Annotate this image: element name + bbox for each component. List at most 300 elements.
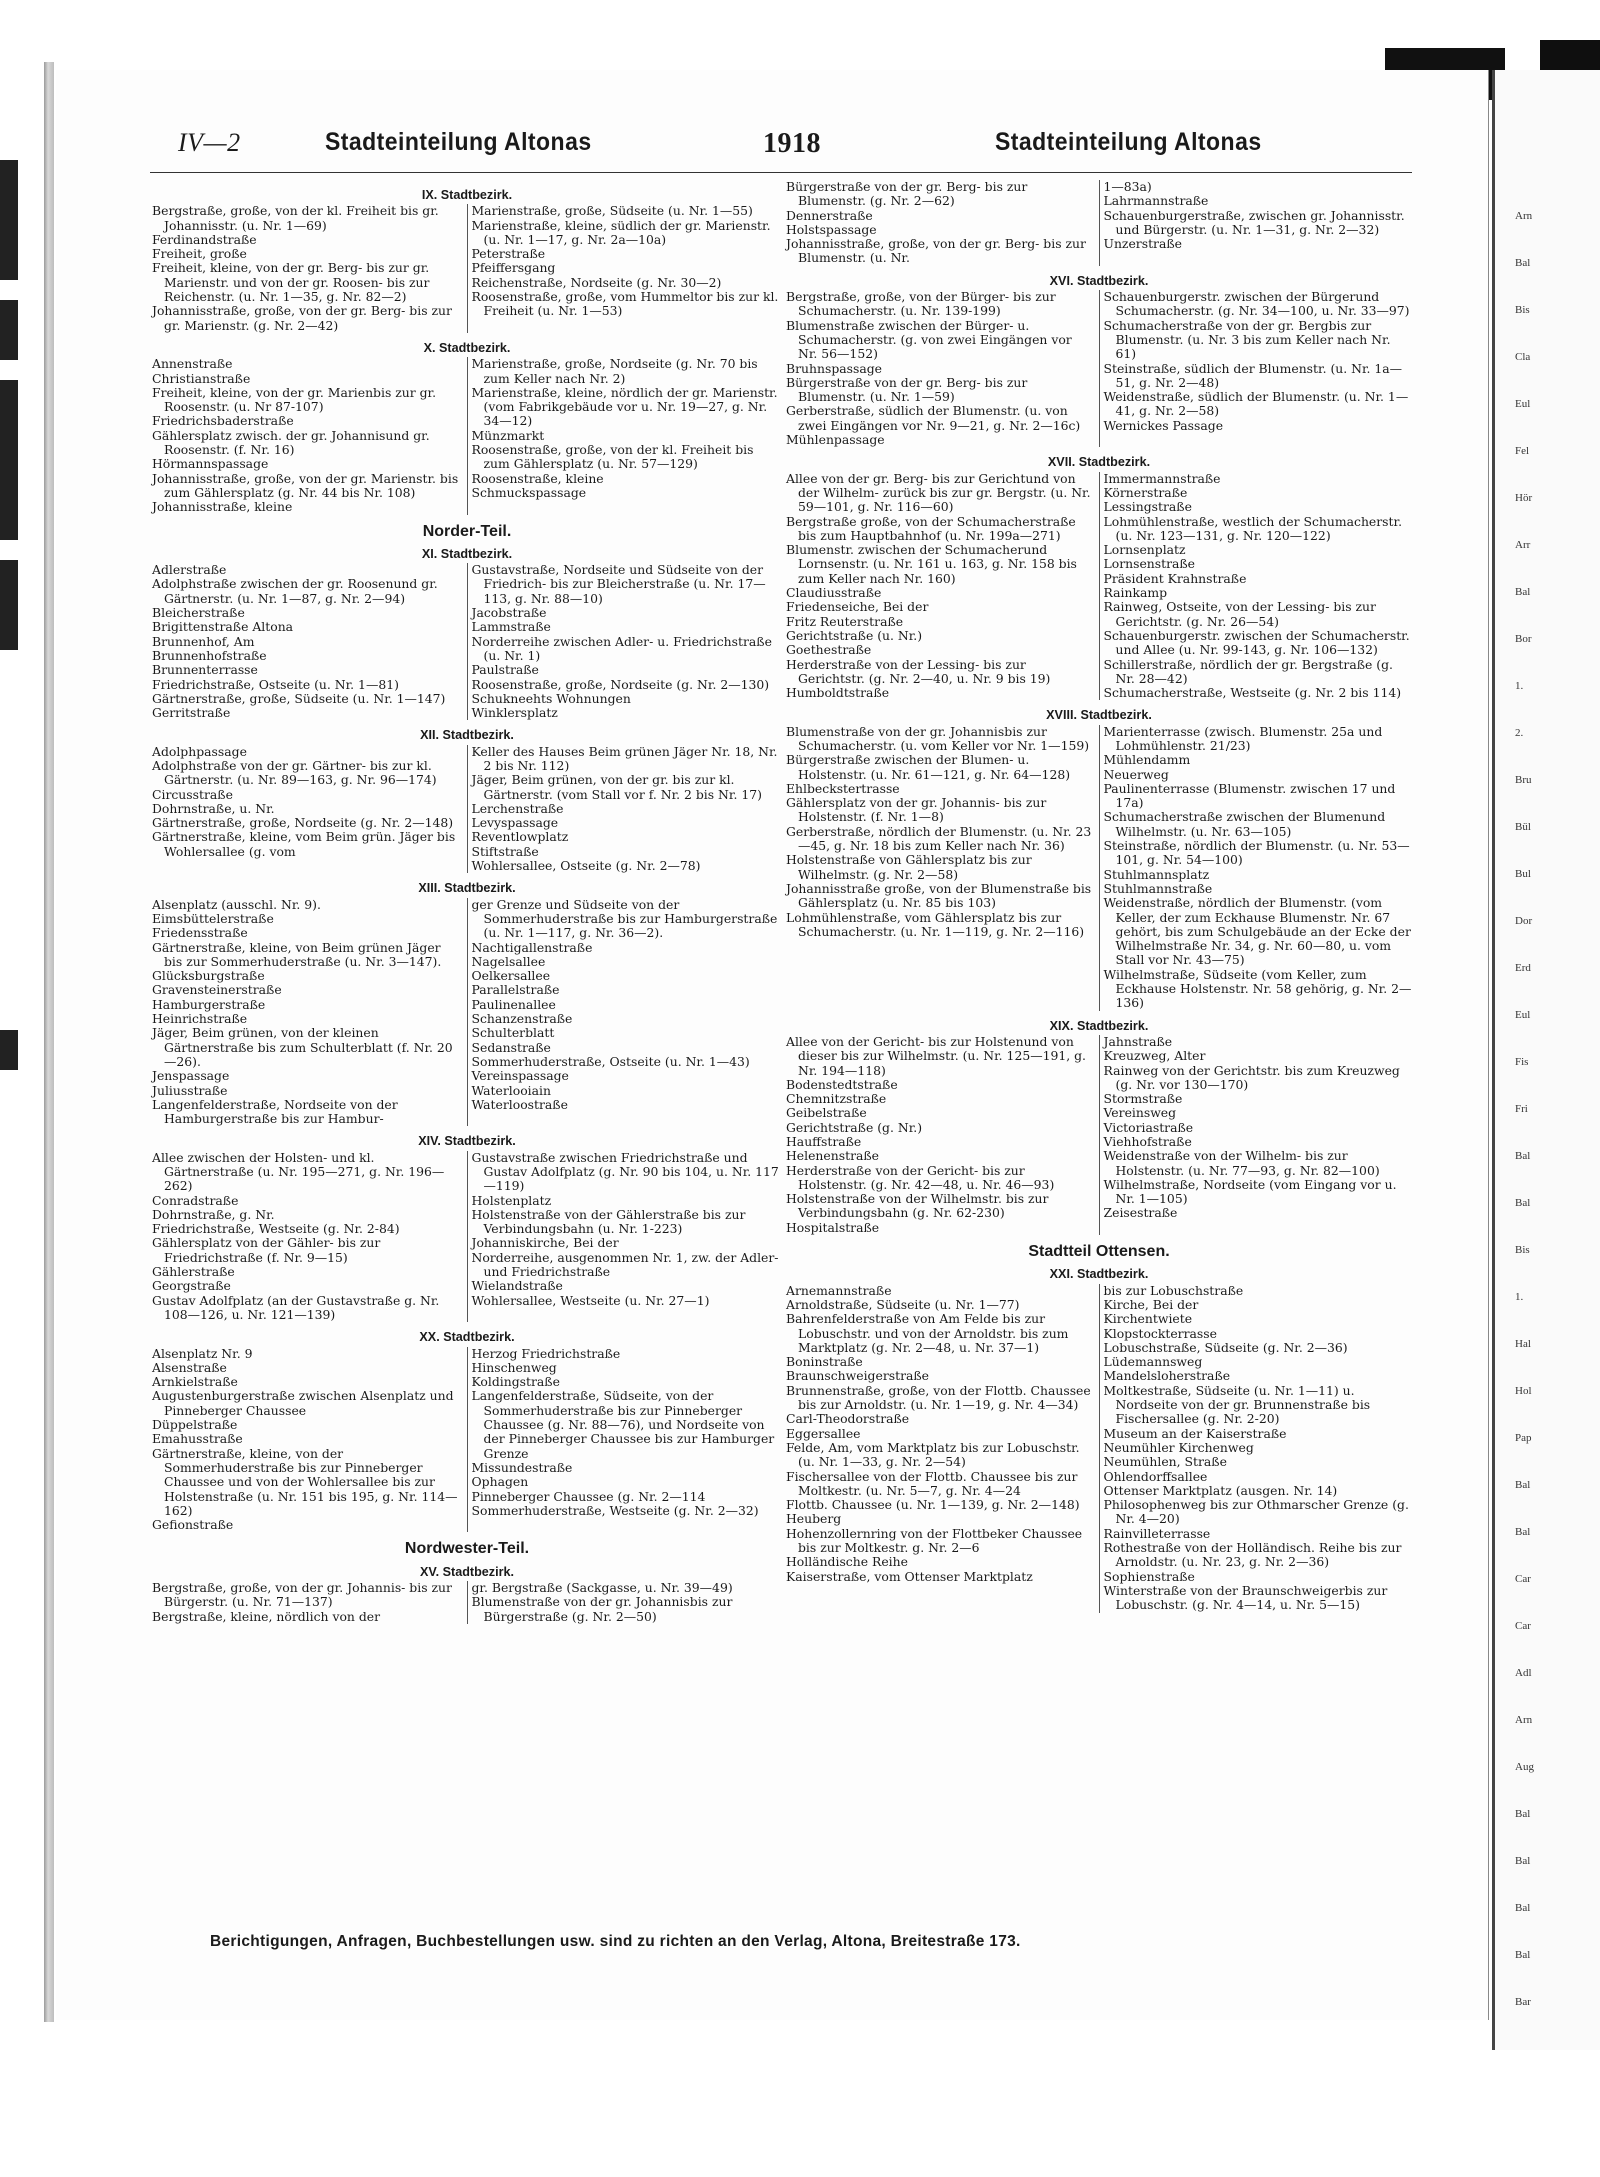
street-entry: Lobuschstraße, Südseite (g. Nr. 2—36) <box>1103 1339 1348 1355</box>
street-entry: Jäger, Beim grünen, von der kleinen Gärtnerstraße bis zum Schulterblatt (f. Nr. 20—26). <box>152 1025 453 1069</box>
street-entry: Glücksburgstraße <box>152 968 265 984</box>
street-list-left <box>152 563 468 720</box>
street-entry: Victoriastraße <box>1103 1119 1194 1135</box>
street-entry: Neumühlen, Straße <box>1103 1454 1227 1470</box>
street-list-right <box>468 1347 783 1533</box>
street-entry: Stuhlmannsplatz <box>1103 866 1210 882</box>
street-entry: Schillerstraße, nördlich der gr. Bergstraße (g. Nr. 28—42) <box>1103 656 1393 686</box>
street-entry: Schulterblatt <box>471 1025 555 1041</box>
street-entry: Körnerstraße <box>1103 484 1188 500</box>
street-entry: Weidenstraße von der Wilhelm- bis zur Holstenstr. (u. Nr. 77—93, g. Nr. 82—100) <box>1103 1148 1380 1178</box>
street-entry: Augustenburgerstraße zwischen Alsenplatz und Pinneberger Chaussee <box>152 1388 454 1418</box>
facing-page-fragment: Eul <box>1515 1009 1531 1021</box>
street-entry: Johannisstraße, große, von der gr. Marienstr. bis zum Gählersplatz (g. Nr. 44 bis Nr. 108) <box>152 470 459 500</box>
street-entry: Roosenstraße, große, von der kl. Freiheit bis zum Gählersplatz (u. Nr. 57—129) <box>471 442 754 472</box>
facing-page-fragment: Bal <box>1515 1902 1531 1914</box>
street-entry: Bodenstedtstraße <box>786 1076 898 1092</box>
street-entry: Bergstraße, große, von der kl. Freiheit bis gr. Johannisstr. (u. Nr. 1—69) <box>152 203 439 233</box>
street-entry: Marienstraße, große, Nordseite (g. Nr. 70 bis zum Keller nach Nr. 2) <box>471 356 758 386</box>
district-heading: XIII. Stadtbezirk. <box>418 881 516 896</box>
street-list <box>152 563 782 720</box>
street-entry: Immermannstraße <box>1103 470 1221 486</box>
street-entry: Marienstraße, kleine, südlich der gr. Marienstr. (u. Nr. 1—17, g. Nr. 2a—10a) <box>471 217 771 247</box>
street-entry: Stiftstraße <box>471 843 539 859</box>
street-list <box>152 357 782 514</box>
facing-page-fragment: Bal <box>1515 1197 1531 1209</box>
street-entry: Museum an der Kaiserstraße <box>1103 1425 1287 1441</box>
street-entry: Goethestraße <box>786 642 872 658</box>
street-list-left <box>152 1151 468 1323</box>
street-entry: Jahnstraße <box>1103 1033 1173 1049</box>
street-entry: Präsident Krahnstraße <box>1103 570 1247 586</box>
street-entry: Bürgerstraße von der gr. Berg- bis zur Blumenstr. (g. Nr. 2—62) <box>786 179 1028 209</box>
street-entry: Schumacherstraße, Westseite (g. Nr. 2 bis 114) <box>1103 685 1402 701</box>
street-entry: Norderreihe zwischen Adler- u. Friedrichstraße (u. Nr. 1) <box>471 633 772 663</box>
street-entry: Hörmannspassage <box>152 456 269 472</box>
street-entry: Bergstraße, große, von der Bürger- bis zur Schumacherstr. (u. Nr. 139-199) <box>786 289 1056 319</box>
street-entry: Bürgerstraße zwischen der Blumen- u. Holstenstr. (u. Nr. 61—121, g. Nr. 64—128) <box>786 752 1071 782</box>
facing-page-fragment: Bor <box>1515 633 1532 645</box>
street-entry: Sommerhuderstraße, Westseite (g. Nr. 2—32) <box>471 1502 759 1518</box>
street-list-left <box>152 898 468 1127</box>
street-entry: Münzmarkt <box>471 427 545 443</box>
street-entry: Steinstraße, nördlich der Blumenstr. (u. Nr. 53—101, g. Nr. 54—100) <box>1103 838 1410 868</box>
street-entry: Eggersallee <box>786 1425 861 1441</box>
street-list-left <box>786 472 1100 701</box>
street-entry: Freiheit, kleine, von der gr. Marienbis zur gr. Roosenstr. (u. Nr 87-107) <box>152 384 437 415</box>
street-entry: Herderstraße von der Lessing- bis zur Gerichtstr. (g. Nr. 2—40, u. Nr. 9 bis 19) <box>786 656 1051 686</box>
street-entry: Waterlooiain <box>471 1082 551 1098</box>
street-entry: Rainweg, Ostseite, von der Lessing- bis zur Gerichtstr. (g. Nr. 26—54) <box>1103 599 1376 629</box>
street-entry: Zeisestraße <box>1103 1205 1178 1221</box>
street-list <box>786 1035 1412 1235</box>
part-heading: Stadtteil Ottensen. <box>1028 1243 1170 1261</box>
street-entry: Heinrichstraße <box>152 1011 248 1027</box>
street-entry: Chemnitzstraße <box>786 1091 887 1107</box>
street-entry: Brunnenhofstraße <box>152 647 267 663</box>
street-entry: Jenspassage <box>152 1068 230 1084</box>
facing-page-fragment: Arr <box>1515 539 1531 551</box>
facing-page-fragment: Dor <box>1515 915 1533 927</box>
street-entry: Johannisstraße, kleine <box>152 499 293 515</box>
street-list-right <box>1100 290 1413 447</box>
street-list <box>152 898 782 1127</box>
street-entry: Dohrnstraße, u. Nr. <box>152 800 275 816</box>
district-heading: XVI. Stadtbezirk. <box>1049 273 1149 288</box>
street-entry: Johannisstraße große, von der Blumenstraße bis Gählersplatz (u. Nr. 85 bis 103) <box>786 880 1092 911</box>
street-entry: Lerchenstraße <box>471 800 564 816</box>
running-title-left: Stadteinteilung Altonas <box>325 128 592 156</box>
street-entry: Brunnenhof, Am <box>152 633 255 649</box>
street-entry: Friedrichstraße, Westseite (g. Nr. 2-84) <box>152 1221 400 1237</box>
street-entry: Alsenplatz (ausschl. Nr. 9). <box>152 896 321 912</box>
street-entry: Annenstraße <box>152 356 233 372</box>
street-entry: Dohrnstraße, g. Nr. <box>152 1206 275 1222</box>
street-entry: Heuberg <box>786 1511 842 1527</box>
street-entry: Brunnenstraße, große, von der Flottb. Chaussee bis zur Arnoldstr. (u. Nr. 1—19, g. Nr. 4—34) <box>786 1382 1091 1413</box>
street-entry: Sophienstraße <box>1103 1568 1195 1584</box>
street-entry: Mühlendamm <box>1103 752 1191 768</box>
facing-page-fragment: Bul <box>1515 868 1531 880</box>
street-entry: Rainvilleterrasse <box>1103 1525 1211 1541</box>
street-entry: Gustavstraße, Nordseite und Südseite von der Friedrich- bis zur Bleicherstraße (u. Nr. 17—113, g. Nr. 88—10) <box>471 562 766 606</box>
street-entry: Roosenstraße, große, Nordseite (g. Nr. 2—130) <box>471 676 770 692</box>
street-entry: Claudiusstraße <box>786 585 882 601</box>
street-entry: Wilhelmstraße, Nordseite (vom Eingang vor u. Nr. 1—105) <box>1103 1176 1397 1207</box>
street-entry: Arnemannstraße <box>786 1282 892 1298</box>
street-list <box>786 472 1412 701</box>
facing-page-fragment: Hal <box>1515 1338 1531 1350</box>
street-entry: Pinneberger Chaussee (g. Nr. 2—114 <box>471 1488 706 1504</box>
street-entry: Schumacherstraße zwischen der Blumenund Wilhelmstr. (u. Nr. 63—105) <box>1103 809 1386 839</box>
street-entry: Holstenstraße von Gählersplatz bis zur Wilhelmstr. (g. Nr. 2—58) <box>786 852 1032 882</box>
street-entry: Bergstraße große, von der Schumacherstraße bis zum Hauptbahnhof (u. Nr. 199a—271) <box>786 513 1076 543</box>
facing-page-fragment: Arn <box>1515 1714 1533 1726</box>
district-heading: XII. Stadtbezirk. <box>420 728 514 743</box>
street-entry: Schumacherstraße von der gr. Bergbis zur Blumenstr. (u. Nr. 3 bis zum Keller nach Nr. 61) <box>1103 317 1391 362</box>
street-entry: Allee zwischen der Holsten- und kl. Gärtnerstraße (u. Nr. 195—271, g. Nr. 196—262) <box>152 1149 445 1194</box>
street-entry: Ottenser Marktplatz (ausgen. Nr. 14) <box>1103 1482 1338 1498</box>
street-entry: Langenfelderstraße, Nordseite von der Hamburgerstraße bis zur Hambur- <box>152 1096 398 1127</box>
street-entry: 1—83a) <box>1103 179 1152 194</box>
page-number: IV—2 <box>178 128 241 157</box>
facing-page-fragment: Bal <box>1515 257 1531 269</box>
facing-page-fragment: Bül <box>1515 821 1531 833</box>
street-entry: Fischersallee von der Flottb. Chaussee bis zur Moltkestr. (u. Nr. 5—7, g. Nr. 4—24 <box>786 1468 1078 1498</box>
street-entry: Paulstraße <box>471 662 539 678</box>
left-column <box>152 180 782 1624</box>
district-heading: XX. Stadtbezirk. <box>419 1330 515 1345</box>
street-entry: Reventlowplatz <box>471 829 569 845</box>
street-entry: Herderstraße von der Gericht- bis zur Holstenstr. (g. Nr. 42—48, u. Nr. 46—93) <box>786 1162 1055 1192</box>
street-entry: Ferdinandstraße <box>152 231 257 247</box>
street-entry: Nachtigallenstraße <box>471 939 593 955</box>
street-entry: Holstenstraße von der Wilhelmstr. bis zur Verbindungsbahn (g. Nr. 62-230) <box>786 1191 1049 1221</box>
street-entry: Ehlbeckstertrasse <box>786 780 900 796</box>
street-entry: Circusstraße <box>152 786 233 802</box>
facing-page-fragment: Bal <box>1515 1479 1531 1491</box>
street-entry: Philosophenweg bis zur Othmarscher Grenze (g. Nr. 4—20) <box>1103 1497 1409 1527</box>
street-entry: Kaiserstraße, vom Ottenser Marktplatz <box>786 1568 1033 1584</box>
street-list-right <box>468 563 783 720</box>
street-entry: Wernickes Passage <box>1103 417 1224 433</box>
facing-page-fragment: Bal <box>1515 1855 1531 1867</box>
street-entry: Levyspassage <box>471 815 559 831</box>
district-heading: XI. Stadtbezirk. <box>421 546 513 561</box>
page-stack-edge <box>44 62 54 2022</box>
street-entry: Johannisstraße, große, von der gr. Berg- bis zur gr. Marienstr. (g. Nr. 2—42) <box>152 303 452 333</box>
street-entry: Arnoldstraße, Südseite (u. Nr. 1—77) <box>786 1296 1020 1312</box>
street-entry: Friedensstraße <box>152 925 248 941</box>
street-list-left <box>786 1035 1100 1235</box>
facing-page-fragment: Cla <box>1515 351 1531 363</box>
street-entry: Christianstraße <box>152 370 251 386</box>
street-entry: Ohlendorffsallee <box>1103 1468 1208 1484</box>
street-entry: Weidenstraße, nördlich der Blumenstr. (vom Keller, der zum Eckhause Blumenstr. Nr. 67 gehört, bis zum Schulgebäude an der Ecke der Wilhelmstraße Nr. 34, g. Nr. 60—80, u. vom Stall vor Nr. 43—75) <box>1103 895 1411 968</box>
street-entry: Johannisstraße, große, von der gr. Berg- bis zur Blumenstr. (u. Nr. <box>786 236 1086 266</box>
street-entry: Bergstraße, große, von der gr. Johannis- bis zur Bürgerstr. (u. Nr. 71—137) <box>152 1580 452 1610</box>
street-list <box>786 290 1412 447</box>
street-entry: Hamburgerstraße <box>152 996 266 1012</box>
street-list <box>786 1284 1412 1613</box>
street-entry: Lornsenstraße <box>1103 556 1196 572</box>
street-entry: Langenfelderstraße, Südseite, von der Sommerhuderstraße bis zur Pinneberger Chaussee (g. Nr. 88—76), und Nordseite von der Pinneberger Chaussee bis zur Hamburger Grenze <box>471 1388 775 1461</box>
street-entry: Marienterrasse (zwisch. Blumenstr. 25a und Lohmühlenstr. 21/23) <box>1103 723 1383 753</box>
facing-page-fragment: Bru <box>1515 774 1532 786</box>
street-entry: Fritz Reuterstraße <box>786 613 904 629</box>
street-list <box>786 725 1412 1011</box>
street-entry: Braunschweigerstraße <box>786 1368 930 1384</box>
street-entry: Adolphstraße von der gr. Gärtner- bis zur kl. Gärtnerstr. (u. Nr. 89—163, g. Nr. 96—174) <box>152 757 437 788</box>
street-list-left <box>152 1581 468 1624</box>
street-entry: Neumühler Kirchenweg <box>1103 1439 1254 1455</box>
facing-page-fragment: Fel <box>1515 445 1530 457</box>
street-list-right <box>1100 725 1413 1011</box>
street-list-left <box>152 204 468 333</box>
street-entry: Geibelstraße <box>786 1105 867 1121</box>
street-entry: Bürgerstraße von der gr. Berg- bis zur Blumenstr. (u. Nr. 1—59) <box>786 374 1028 405</box>
street-entry: Hohenzollernring von der Flottbeker Chaussee bis zur Moltkestr. g. Nr. 2—6 <box>786 1525 1083 1556</box>
facing-page-fragment: Bal <box>1515 586 1531 598</box>
street-entry: Bahrenfelderstraße von Am Felde bis zur Lobuschstr. und von der Arnoldstr. bis zum Marktplatz (g. Nr. 2—48, u. Nr. 37—1) <box>786 1311 1069 1355</box>
street-entry: Lahrmannstraße <box>1103 193 1209 209</box>
street-entry: Norderreihe, ausgenommen Nr. 1, zw. der Adler- und Friedrichstraße <box>471 1249 779 1280</box>
street-list-left <box>152 1347 468 1533</box>
street-entry: gr. Bergstraße (Sackgasse, u. Nr. 39—49) <box>471 1580 733 1596</box>
street-entry: Gerritstraße <box>152 705 231 721</box>
street-entry: Wielandstraße <box>471 1278 563 1294</box>
street-list-left <box>786 725 1100 1011</box>
street-entry: Viehhofstraße <box>1103 1134 1192 1149</box>
street-entry: Gustavstraße zwischen Friedrichstraße und Gustav Adolfplatz (g. Nr. 90 bis 104, u. Nr. 117—119) <box>471 1149 779 1194</box>
street-entry: Alsenstraße <box>152 1359 227 1375</box>
street-entry: Adlerstraße <box>152 562 227 578</box>
street-entry: Unzerstraße <box>1103 236 1182 252</box>
right-column <box>786 180 1412 1613</box>
street-entry: Winterstraße von der Braunschweigerbis zur Lobuschstr. (g. Nr. 4—14, u. Nr. 5—15) <box>1103 1582 1388 1613</box>
facing-page <box>1492 70 1600 2050</box>
street-entry: Hospitalstraße <box>786 1219 880 1235</box>
facing-page-fragment: Hör <box>1515 492 1533 504</box>
street-list-right <box>468 1581 783 1624</box>
street-entry: Gählersplatz von der gr. Johannis- bis zur Holstenstr. (f. Nr. 1—8) <box>786 795 1047 825</box>
street-entry: Winklersplatz <box>471 705 558 721</box>
street-list-left <box>152 745 468 874</box>
street-entry: Moltkestraße, Südseite (u. Nr. 1—11) u. Nordseite von der gr. Brunnenstraße bis Fischersallee (g. Nr. 2-20) <box>1103 1382 1371 1427</box>
street-entry: Roosenstraße, große, vom Hummeltor bis zur kl. Freiheit (u. Nr. 1—53) <box>471 289 779 319</box>
facing-page-fragment: 1. <box>1515 1291 1524 1303</box>
street-entry: Freiheit, große <box>152 246 247 262</box>
street-entry: Friedenseiche, Bei der <box>786 599 929 615</box>
street-entry: Lüdemannsweg <box>1103 1354 1203 1370</box>
street-entry: Schauenburgerstr. zwischen der Bürgerund Schumacherstr. (g. Nr. 34—100, u. Nr. 33—97) <box>1103 289 1410 319</box>
facing-page-fragment: Hol <box>1515 1385 1532 1397</box>
street-entry: Blumenstraße von der gr. Johannisbis zur Bürgerstraße (g. Nr. 2—50) <box>471 1594 733 1624</box>
street-entry: Freiheit, kleine, von der gr. Berg- bis zur gr. Marienstr. und von der gr. Roosen- bis zur Reichenstr. (u. Nr. 1—35, g. Nr. 82—2) <box>152 260 430 305</box>
binding-edge-text <box>0 130 22 1330</box>
street-entry: ger Grenze und Südseite von der Sommerhuderstraße bis zur Hamburgerstraße (u. Nr. 1—117, g. Nr. 36—2). <box>471 896 778 941</box>
street-entry: Sedanstraße <box>471 1039 551 1055</box>
district-heading: XXI. Stadtbezirk. <box>1049 1267 1149 1282</box>
street-entry: Eimsbüttelerstraße <box>152 910 274 926</box>
street-list-left <box>786 180 1100 266</box>
street-entry: Allee von der Gericht- bis zur Holstenund von dieser bis zur Wilhelmstr. (u. Nr. 125—191, g. Nr. 194—118) <box>786 1033 1086 1078</box>
facing-page-fragment: Bal <box>1515 1150 1531 1162</box>
street-entry: Pfeiffersgang <box>471 260 556 276</box>
street-entry: Lohmühlenstraße, vom Gählersplatz bis zur Schumacherstr. (u. Nr. 1—119, g. Nr. 2—116) <box>786 909 1085 939</box>
facing-page-fragment: Pap <box>1515 1432 1532 1444</box>
facing-page-fragment: Bal <box>1515 1526 1531 1538</box>
facing-page-fragment: Bis <box>1515 304 1530 316</box>
street-entry: Ophagen <box>471 1474 529 1490</box>
street-entry: Reichenstraße, Nordseite (g. Nr. 30—2) <box>471 274 722 290</box>
street-entry: Gerberstraße, nördlich der Blumenstr. (u. Nr. 23—45, g. Nr. 18 bis zum Keller nach Nr. 36) <box>786 823 1092 854</box>
street-entry: Herzog Friedrichstraße <box>471 1345 621 1361</box>
street-entry: Hinschenweg <box>471 1359 557 1375</box>
street-entry: Holländische Reihe <box>786 1554 908 1570</box>
street-list-left <box>152 357 468 514</box>
street-entry: Friedrichsbaderstraße <box>152 413 294 429</box>
street-entry: Marienstraße, große, Südseite (u. Nr. 1—55) <box>471 203 753 219</box>
street-entry: Conradstraße <box>152 1192 239 1208</box>
street-entry: Boninstraße <box>786 1354 863 1370</box>
street-entry: Stormstraße <box>1103 1091 1183 1107</box>
street-entry: Klopstockterrasse <box>1103 1325 1217 1341</box>
street-entry: Gählerstraße <box>152 1264 235 1280</box>
street-list <box>152 1151 782 1323</box>
street-entry: Gärtnerstraße, kleine, von Beim grünen Jäger bis zur Sommerhuderstraße (u. Nr. 3—147). <box>152 939 442 969</box>
district-heading: IX. Stadtbezirk. <box>421 188 513 202</box>
street-entry: Holstspassage <box>786 221 877 237</box>
street-list-right <box>1100 180 1413 266</box>
street-entry: Gärtnerstraße, große, Südseite (u. Nr. 1—147) <box>152 690 446 706</box>
street-entry: Sommerhuderstraße, Ostseite (u. Nr. 1—43) <box>471 1053 750 1069</box>
street-entry: Steinstraße, südlich der Blumenstr. (u. Nr. 1a—51, g. Nr. 2—48) <box>1103 360 1403 390</box>
street-entry: Kreuzweg, Alter <box>1103 1048 1206 1064</box>
street-list <box>152 204 782 333</box>
street-entry: Peterstraße <box>471 246 546 262</box>
street-entry: Adolphstraße zwischen der gr. Roosenund gr. Gärtnerstr. (u. Nr. 1—87, g. Nr. 2—94) <box>152 576 438 606</box>
street-list-right <box>468 898 783 1127</box>
street-entry: Schanzenstraße <box>471 1011 573 1027</box>
facing-page-fragment: Fis <box>1515 1056 1529 1068</box>
facing-page-fragment: Eul <box>1515 398 1531 410</box>
street-entry: Brigittenstraße Altona <box>152 619 294 635</box>
street-entry: Vereinsweg <box>1103 1105 1177 1121</box>
street-entry: Gärtnerstraße, kleine, vom Beim grün. Jäger bis Wohlersallee (g. vom <box>152 829 456 859</box>
street-entry: Gerberstraße, südlich der Blumenstr. (u. von zwei Eingängen vor Nr. 9—21, g. Nr. 2—16c) <box>786 403 1081 433</box>
street-entry: Johanniskirche, Bei der <box>471 1235 619 1251</box>
facing-page-fragment: Arn <box>1515 210 1533 222</box>
street-entry: Felde, Am, vom Marktplatz bis zur Lobuschstr. (u. Nr. 1—33, g. Nr. 2—54) <box>786 1439 1080 1470</box>
street-entry: Schmuckspassage <box>471 484 587 500</box>
street-entry: Gerichtstraße (u. Nr.) <box>786 627 923 643</box>
street-entry: Lornsenplatz <box>1103 542 1186 558</box>
part-heading: Norder-Teil. <box>422 522 512 540</box>
street-entry: Oelkersallee <box>471 968 551 984</box>
street-entry: Adolphpassage <box>152 743 247 759</box>
street-entry: Holstenplatz <box>471 1192 552 1208</box>
facing-page-fragment: 2. <box>1515 727 1524 739</box>
street-entry: Friedrichstraße, Ostseite (u. Nr. 1—81) <box>152 676 399 692</box>
street-entry: Schukneehts Wohnungen <box>471 690 631 706</box>
street-entry: Rainweg von der Gerichtstr. bis zum Kreuzweg (g. Nr. vor 130—170) <box>1103 1062 1400 1092</box>
facing-page-fragment: Erd <box>1515 962 1531 974</box>
facing-page-fragment: Adl <box>1515 1667 1532 1679</box>
header-rule <box>150 172 1412 173</box>
street-entry: Alsenplatz Nr. 9 <box>152 1345 253 1361</box>
street-list-left <box>786 290 1100 447</box>
street-list-right <box>468 1151 783 1323</box>
street-entry: Bruhnspassage <box>786 360 883 376</box>
street-entry: Flottb. Chaussee (u. Nr. 1—139, g. Nr. 2—148) <box>786 1497 1080 1513</box>
street-list-right <box>1100 1035 1413 1235</box>
running-title-right: Stadteinteilung Altonas <box>995 128 1262 156</box>
street-entry: Marienstraße, kleine, nördlich der gr. Marienstr. (vom Fabrikgebäude vor u. Nr. 19—27, g. Nr. 34—12) <box>471 384 778 429</box>
street-entry: Missundestraße <box>471 1459 573 1475</box>
street-entry: Arnkielstraße <box>152 1374 238 1390</box>
street-entry: Koldingstraße <box>471 1374 560 1390</box>
facing-page-fragment: Fri <box>1515 1103 1528 1115</box>
street-entry: Lammstraße <box>471 619 551 635</box>
street-entry: Bergstraße, kleine, nördlich von der <box>152 1608 381 1624</box>
street-entry: Blumenstr. zwischen der Schumacherund Lornsenstr. (u. Nr. 161 u. 163, g. Nr. 158 bis zum Keller nach Nr. 160) <box>786 542 1077 586</box>
street-entry: Georgstraße <box>152 1278 231 1294</box>
street-entry: Paulinenallee <box>471 996 556 1012</box>
part-heading: Nordwester-Teil. <box>404 1540 530 1558</box>
street-entry: Humboldtstraße <box>786 685 890 701</box>
street-list-right <box>468 357 783 514</box>
street-list <box>786 180 1412 266</box>
facing-page-fragment: Car <box>1515 1620 1531 1632</box>
district-heading: XV. Stadtbezirk. <box>419 1564 515 1579</box>
street-entry: Mandelsloherstraße <box>1103 1368 1231 1384</box>
street-entry: Allee von der gr. Berg- bis zur Gerichtund von der Wilhelm- zurück bis zur gr. Bergstr. (u. Nr. 59—101, g. Nr. 116—60) <box>786 470 1091 515</box>
facing-page-fragment: Bis <box>1515 1244 1530 1256</box>
street-entry: Blumenstraße zwischen der Bürger- u. Schumacherstr. (g. von zwei Eingängen vor Nr. 56—152) <box>786 317 1072 362</box>
street-list <box>152 1581 782 1624</box>
street-entry: Vereinspassage <box>471 1068 569 1084</box>
street-entry: Nagelsallee <box>471 953 546 969</box>
street-entry: Keller des Hauses Beim grünen Jäger Nr. 18, Nr. 2 bis Nr. 112) <box>471 743 778 773</box>
street-entry: Mühlenpassage <box>786 432 885 448</box>
district-heading: XVII. Stadtbezirk. <box>1047 455 1151 470</box>
street-entry: Carl-Theodorstraße <box>786 1411 910 1427</box>
street-list-right <box>468 204 783 333</box>
street-list <box>152 1347 782 1533</box>
district-heading: XIX. Stadtbezirk. <box>1049 1018 1149 1033</box>
street-entry: Lessingstraße <box>1103 499 1192 515</box>
street-entry: Wohlersallee, Ostseite (g. Nr. 2—78) <box>471 858 701 874</box>
street-entry: Blumenstraße von der gr. Johannisbis zur Schumacherstr. (u. vom Keller vor Nr. 1—159) <box>786 723 1090 753</box>
street-entry: Parallelstraße <box>471 982 560 998</box>
street-entry: Jacobstraße <box>471 605 547 621</box>
street-entry: Emahusstraße <box>152 1431 243 1447</box>
street-entry: bis zur Lobuschstraße <box>1103 1282 1244 1298</box>
street-list-right <box>1100 1284 1413 1613</box>
facing-page-fragment: 1. <box>1515 680 1524 692</box>
street-entry: Jäger, Beim grünen, von der gr. bis zur kl. Gärtnerstr. (vom Stall vor f. Nr. 2 bis Nr. 17) <box>471 772 762 802</box>
street-entry: Helenenstraße <box>786 1148 879 1164</box>
street-entry: Gärtnerstraße, große, Nordseite (g. Nr. 2—148) <box>152 815 454 831</box>
street-entry: Schauenburgerstraße, zwischen gr. Johannisstr. und Bürgerstr. (u. Nr. 1—31, g. Nr. 2—32) <box>1103 207 1405 237</box>
district-heading: XIV. Stadtbezirk. <box>418 1134 516 1149</box>
street-entry: Düppelstraße <box>152 1417 238 1433</box>
street-entry: Gustav Adolfplatz (an der Gustavstraße g. Nr. 108—126, u. Nr. 121—139) <box>152 1292 440 1322</box>
street-entry: Schauenburgerstr. zwischen der Schumacherstr. und Allee (u. Nr. 99-143, g. Nr. 106—132) <box>1103 627 1410 658</box>
street-entry: Waterloostraße <box>471 1096 568 1112</box>
street-entry: Paulinenterrasse (Blumenstr. zwischen 17 und 17a) <box>1103 780 1396 811</box>
